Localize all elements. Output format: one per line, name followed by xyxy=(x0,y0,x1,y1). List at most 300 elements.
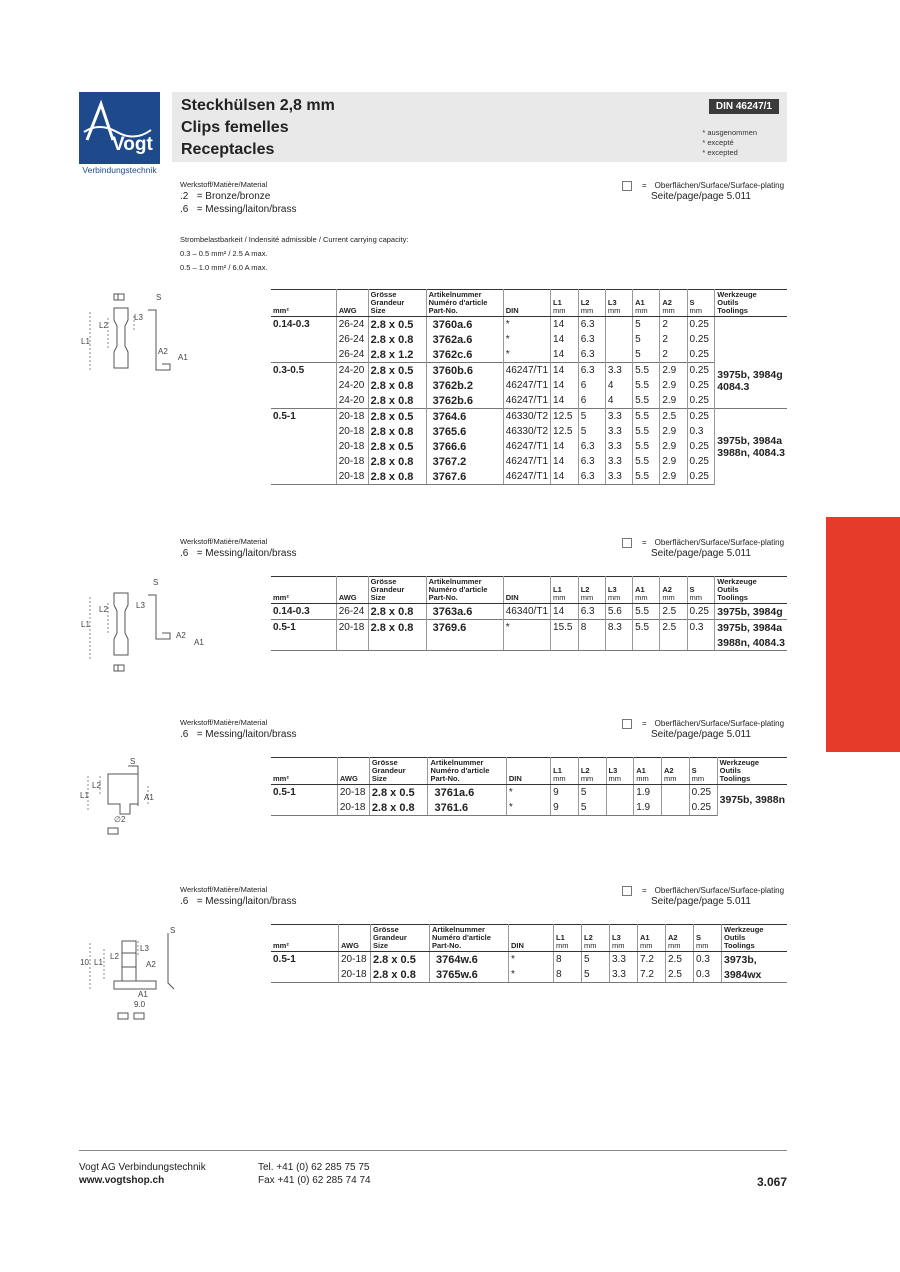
table-row xyxy=(271,317,787,333)
material-code: .6 xyxy=(180,548,189,559)
website-link[interactable]: www.vogtshop.ch xyxy=(79,1175,165,1186)
table-cell: 4 xyxy=(605,393,632,409)
table-cell xyxy=(578,635,605,651)
table-cell: 0.14-0.3 xyxy=(271,604,336,620)
spec-table-2 xyxy=(271,576,787,651)
table-cell: 3760b.6 xyxy=(426,363,503,379)
table-cell: 12.5 xyxy=(551,409,579,425)
dim-a1: A1 xyxy=(194,638,204,647)
table-cell: 14 xyxy=(551,454,579,469)
table-cell: 5.5 xyxy=(633,454,660,469)
table-cell: 5.5 xyxy=(633,620,660,636)
col-a1: A1 mm xyxy=(633,577,660,604)
table-cell: 5 xyxy=(633,317,660,333)
table-cell: 2.9 xyxy=(660,454,687,469)
table-cell: 0.5-1 xyxy=(271,952,339,968)
footer-divider xyxy=(79,1150,787,1151)
plating-text: Oberflächen/Surface/Surface-plating xyxy=(654,719,785,728)
table-cell: 2.9 xyxy=(660,424,687,439)
table-cell: 2.9 xyxy=(660,439,687,454)
table-cell: 46247/T1 xyxy=(503,363,550,379)
table-cell: 2.8 x 0.5 xyxy=(368,317,426,333)
table-cell: 3766.6 xyxy=(426,439,503,454)
table-cell: 14 xyxy=(551,439,579,454)
table-row xyxy=(271,409,787,425)
table-cell: 14 xyxy=(551,378,579,393)
table-row xyxy=(271,785,787,801)
table-cell: 2.8 x 0.8 xyxy=(368,620,426,636)
plating-page-ref: Seite/page/page 5.011 xyxy=(651,191,751,202)
col-a1: A1 mm xyxy=(634,758,662,785)
capacity-line: 0.3 – 0.5 mm² / 2.5 A max. xyxy=(180,249,268,258)
col-din: DIN xyxy=(509,925,554,952)
table-cell: 0.25 xyxy=(687,347,715,363)
table-cell: 2.8 x 1.2 xyxy=(368,347,426,363)
table-cell: * xyxy=(509,952,554,968)
col-toolings: Werkzeuge Outils Toolings xyxy=(717,758,787,785)
table-cell: 20-18 xyxy=(337,785,369,801)
table-row xyxy=(271,635,787,651)
table-cell: 0.25 xyxy=(687,363,715,379)
table-cell: 0.25 xyxy=(687,604,715,620)
dim-nine: 9.0 xyxy=(134,1000,146,1009)
table-cell: 2.5 xyxy=(666,952,694,968)
table-cell xyxy=(605,317,632,333)
table-cell: 2.8 x 0.5 xyxy=(371,952,430,968)
table-cell: 8 xyxy=(554,967,582,983)
table-cell: 20-18 xyxy=(336,439,368,454)
table-cell: 6.3 xyxy=(578,317,605,333)
table-cell: 1.9 xyxy=(634,800,662,816)
table-cell: 4 xyxy=(605,378,632,393)
col-toolings: Werkzeuge Outils Toolings xyxy=(722,925,788,952)
material-name: = Messing/laiton/brass xyxy=(196,548,297,559)
table-cell: 3769.6 xyxy=(426,620,503,636)
table-cell xyxy=(605,635,632,651)
table-cell: 46247/T1 xyxy=(503,378,550,393)
col-a1: A1 mm xyxy=(638,925,666,952)
col-din: DIN xyxy=(503,290,550,317)
table-cell: 2.9 xyxy=(660,393,687,409)
table-cell: 14 xyxy=(551,469,579,485)
table-cell: 5.5 xyxy=(633,393,660,409)
table-cell: 0.25 xyxy=(687,317,715,333)
col-mm2: mm² xyxy=(271,758,337,785)
table-cell: 20-18 xyxy=(336,409,368,425)
tooling-cell: 3975b, 3988n xyxy=(717,785,787,816)
table-row xyxy=(271,363,787,379)
col-mm2: mm² xyxy=(271,577,336,604)
table-cell: 26-24 xyxy=(336,347,368,363)
table-cell: 3762a.6 xyxy=(426,332,503,347)
table-cell: * xyxy=(503,332,550,347)
col-din: DIN xyxy=(506,758,550,785)
table-cell: 0.25 xyxy=(687,409,715,425)
table-cell: 3760a.6 xyxy=(426,317,503,333)
company-logo xyxy=(79,92,160,164)
col-mm2: mm² xyxy=(271,925,339,952)
material-label: Werkstoff/Matière/Material xyxy=(180,718,268,727)
plating-text: Oberflächen/Surface/Surface-plating xyxy=(654,886,785,895)
footer-contact xyxy=(258,1161,371,1187)
table-cell: 0.3 xyxy=(687,424,715,439)
material-name: = Messing/laiton/brass xyxy=(196,204,297,215)
table-cell xyxy=(605,347,632,363)
dim-s: S xyxy=(156,293,162,302)
material-code: .6 xyxy=(180,204,189,215)
table-cell: 2.8 x 0.8 xyxy=(368,604,426,620)
table-cell: * xyxy=(506,800,550,816)
plating-text: Oberflächen/Surface/Surface-plating xyxy=(654,538,785,547)
col-l1: L1 mm xyxy=(551,758,579,785)
table-cell: 0.25 xyxy=(687,332,715,347)
material-code: .6 xyxy=(180,896,189,907)
plating-note-3 xyxy=(622,718,784,740)
table-cell: 46247/T1 xyxy=(503,393,550,409)
table-cell: 3.3 xyxy=(610,967,638,983)
table-cell: 20-18 xyxy=(336,454,368,469)
table-cell: 5 xyxy=(578,800,606,816)
col-s: S mm xyxy=(689,758,717,785)
col-l2: L2 mm xyxy=(578,290,605,317)
table-cell xyxy=(660,635,687,651)
title-french: Clips femelles xyxy=(181,119,289,136)
table-cell: 3765.6 xyxy=(426,424,503,439)
table-cell: 3762b.6 xyxy=(426,393,503,409)
table-cell: 0.14-0.3 xyxy=(271,317,336,333)
table-cell: 2.5 xyxy=(660,620,687,636)
dim-a1: A1 xyxy=(178,353,188,362)
material-block-1 xyxy=(180,180,296,216)
dim-a1: A1 xyxy=(144,793,154,802)
table-cell: 0.3-0.5 xyxy=(271,363,336,379)
table-cell: 2.5 xyxy=(666,967,694,983)
table-cell: 3.3 xyxy=(605,363,632,379)
dim-l1: L1 xyxy=(94,958,103,967)
table-cell: 14 xyxy=(551,332,579,347)
col-l3: L3 mm xyxy=(606,758,634,785)
table-cell: 3767.2 xyxy=(426,454,503,469)
table-cell: 14 xyxy=(551,604,579,620)
col-mm2: mm² xyxy=(271,290,336,317)
table-cell: 24-20 xyxy=(336,378,368,393)
dim-diameter: ∅2 xyxy=(114,815,126,824)
table-cell: 6.3 xyxy=(578,469,605,485)
table-cell: 0.25 xyxy=(687,454,715,469)
table-cell: 0.5-1 xyxy=(271,409,336,425)
logo-text: Vogt xyxy=(112,134,153,155)
dim-l3: L3 xyxy=(136,601,145,610)
table-cell: 24-20 xyxy=(336,363,368,379)
table-cell: 5.5 xyxy=(633,469,660,485)
col-awg: AWG xyxy=(336,577,368,604)
dim-a2: A2 xyxy=(158,347,168,356)
dim-l3: L3 xyxy=(140,944,149,953)
table-cell: 6.3 xyxy=(578,347,605,363)
table-row xyxy=(271,454,787,469)
table-cell: 2.9 xyxy=(660,363,687,379)
plating-page-ref: Seite/page/page 5.011 xyxy=(651,896,751,907)
table-cell: 2 xyxy=(660,332,687,347)
table-cell: 2.8 x 0.5 xyxy=(368,409,426,425)
table-row xyxy=(271,393,787,409)
col-a2: A2 mm xyxy=(660,577,687,604)
table-cell: 2 xyxy=(660,317,687,333)
table-cell: 3.3 xyxy=(605,454,632,469)
receptacle-drawing-4 xyxy=(78,923,188,1023)
table-cell: 20-18 xyxy=(336,620,368,636)
table-cell: 3.3 xyxy=(610,952,638,968)
table-cell: 3.3 xyxy=(605,424,632,439)
table-cell: 20-18 xyxy=(339,952,371,968)
tooling-cell: 3984wx xyxy=(722,967,788,983)
table-cell: 5.5 xyxy=(633,424,660,439)
section-side-tab xyxy=(826,517,900,752)
table-cell: 5 xyxy=(578,424,605,439)
capacity-line: 0.5 – 1.0 mm² / 6.0 A max. xyxy=(180,263,268,272)
table-cell: 2.5 xyxy=(660,604,687,620)
plating-note-1 xyxy=(622,180,784,202)
table-cell: 6.3 xyxy=(578,439,605,454)
table-row xyxy=(271,604,787,620)
material-name: = Messing/laiton/brass xyxy=(196,729,297,740)
table-cell: 20-18 xyxy=(336,424,368,439)
material-block-2 xyxy=(180,537,296,560)
table-row xyxy=(271,439,787,454)
spec-table-4 xyxy=(271,924,787,983)
col-din: DIN xyxy=(503,577,550,604)
col-s: S mm xyxy=(694,925,722,952)
table-cell: * xyxy=(503,317,550,333)
dim-l1: L1 xyxy=(80,791,89,800)
table-cell: 2.9 xyxy=(660,378,687,393)
table-cell: 0.3 xyxy=(687,620,715,636)
table-cell: * xyxy=(509,967,554,983)
table-cell: 3767.6 xyxy=(426,469,503,485)
table-cell: 5.6 xyxy=(605,604,632,620)
table-cell xyxy=(633,635,660,651)
tooling-cell: 3975b, 3984a xyxy=(715,620,787,636)
table-cell: 3764w.6 xyxy=(430,952,509,968)
table-cell: 24-20 xyxy=(336,393,368,409)
table-cell: 0.5-1 xyxy=(271,785,337,801)
table-cell: 3.3 xyxy=(605,409,632,425)
col-size: Grösse Grandeur Size xyxy=(369,758,428,785)
current-capacity xyxy=(180,233,408,275)
title-english: Receptacles xyxy=(181,141,275,158)
table-cell: 3.3 xyxy=(605,469,632,485)
dim-l1: L1 xyxy=(81,620,90,629)
table-cell: 2.8 x 0.5 xyxy=(368,439,426,454)
table-cell: 6.3 xyxy=(578,363,605,379)
page-number: 3.067 xyxy=(756,1175,787,1189)
receptacle-drawing-2 xyxy=(78,575,204,675)
dim-a1: A1 xyxy=(138,990,148,999)
col-a2: A2 mm xyxy=(661,758,689,785)
plating-note-4 xyxy=(622,885,784,907)
plating-eq: = xyxy=(642,719,647,728)
table-cell xyxy=(605,332,632,347)
material-name: = Bronze/bronze xyxy=(196,191,271,202)
table-cell xyxy=(687,635,715,651)
plating-symbol-icon xyxy=(622,719,632,729)
table-cell: 14 xyxy=(551,363,579,379)
table-cell xyxy=(271,454,336,469)
table-cell xyxy=(271,635,336,651)
table-cell: 14 xyxy=(551,317,579,333)
table-cell: 8.3 xyxy=(605,620,632,636)
table-cell: * xyxy=(503,347,550,363)
table-cell: 5.5 xyxy=(633,363,660,379)
table-cell: 2.8 x 0.8 xyxy=(368,469,426,485)
table-cell xyxy=(271,967,339,983)
table-cell: * xyxy=(503,620,550,636)
table-cell: 26-24 xyxy=(336,332,368,347)
col-l1: L1 mm xyxy=(554,925,582,952)
table-cell: 5.5 xyxy=(633,409,660,425)
col-l2: L2 mm xyxy=(578,577,605,604)
col-part-no: Artikelnummer Numéro d'article Part-No. xyxy=(428,758,506,785)
plating-text: Oberflächen/Surface/Surface-plating xyxy=(654,181,785,190)
dim-a2: A2 xyxy=(146,960,156,969)
col-awg: AWG xyxy=(336,290,368,317)
col-part-no: Artikelnummer Numéro d'article Part-No. xyxy=(426,577,503,604)
table-cell: 5 xyxy=(582,952,610,968)
table-cell: 2.8 x 0.8 xyxy=(368,378,426,393)
table-cell: 8 xyxy=(554,952,582,968)
table-cell: 3761.6 xyxy=(428,800,506,816)
table-cell: 2.8 x 0.8 xyxy=(369,800,428,816)
col-size: Grösse Grandeur Size xyxy=(371,925,430,952)
table-cell: 26-24 xyxy=(336,317,368,333)
plating-page-ref: Seite/page/page 5.011 xyxy=(651,548,751,559)
dim-l1: L1 xyxy=(81,337,90,346)
table-cell xyxy=(271,378,336,393)
plating-symbol-icon xyxy=(622,538,632,548)
footer-company xyxy=(79,1161,206,1187)
col-a2: A2 mm xyxy=(660,290,687,317)
table-cell: 2.8 x 0.8 xyxy=(368,393,426,409)
col-s: S mm xyxy=(687,577,715,604)
tooling-cell: 3975b, 3984a 3988n, 4084.3 xyxy=(715,409,787,485)
table-row xyxy=(271,952,787,968)
title-band xyxy=(172,92,787,162)
table-cell: 26-24 xyxy=(336,604,368,620)
table-cell: 5.5 xyxy=(633,604,660,620)
tooling-cell: 3988n, 4084.3 xyxy=(715,635,787,651)
col-awg: AWG xyxy=(339,925,371,952)
table-cell xyxy=(336,635,368,651)
table-cell xyxy=(606,785,634,801)
table-cell: 12.5 xyxy=(551,424,579,439)
material-label: Werkstoff/Matière/Material xyxy=(180,180,268,189)
table-cell: 2.8 x 0.5 xyxy=(369,785,428,801)
table-cell: 2.9 xyxy=(660,469,687,485)
table-cell xyxy=(606,800,634,816)
table-row xyxy=(271,967,787,983)
table-cell: 0.5-1 xyxy=(271,620,336,636)
tooling-cell: 3973b, xyxy=(722,952,788,968)
material-code: .2 xyxy=(180,191,189,202)
col-l3: L3 mm xyxy=(605,290,632,317)
table-cell: 7.2 xyxy=(638,952,666,968)
col-awg: AWG xyxy=(337,758,369,785)
table-cell: 6 xyxy=(578,378,605,393)
table-cell: 2.5 xyxy=(660,409,687,425)
table-cell xyxy=(271,439,336,454)
company-name: Vogt AG Verbindungstechnik xyxy=(79,1162,206,1173)
capacity-label: Strombelastbarkeit / Indensité admissible / Current carrying capacity: xyxy=(180,235,409,244)
except-fr: * excepté xyxy=(702,138,734,147)
plating-eq: = xyxy=(642,538,647,547)
table-cell xyxy=(503,635,550,651)
table-cell: 3.3 xyxy=(605,439,632,454)
table-cell: 0.3 xyxy=(694,952,722,968)
dim-l2: L2 xyxy=(110,952,119,961)
table-cell: 2.8 x 0.8 xyxy=(368,424,426,439)
table-cell: 2 xyxy=(660,347,687,363)
table-cell: 46247/T1 xyxy=(503,439,550,454)
table-cell: 20-18 xyxy=(337,800,369,816)
table-row xyxy=(271,469,787,485)
table-cell: 9 xyxy=(551,785,579,801)
table-row xyxy=(271,620,787,636)
dim-s: S xyxy=(153,578,159,587)
title-german: Steckhülsen 2,8 mm xyxy=(181,97,335,114)
logo-subtitle: Verbindungstechnik xyxy=(82,165,157,175)
tooling-cell: 3975b, 3984g 4084.3 xyxy=(715,317,787,409)
table-cell xyxy=(271,469,336,485)
dim-ten: 10 xyxy=(80,958,89,967)
plating-eq: = xyxy=(642,181,647,190)
dim-a2: A2 xyxy=(176,631,186,640)
table-cell: 46330/T2 xyxy=(503,409,550,425)
table-cell: 0.25 xyxy=(687,393,715,409)
col-l3: L3 mm xyxy=(605,577,632,604)
table-cell xyxy=(368,635,426,651)
col-s: S mm xyxy=(687,290,715,317)
col-size: Grösse Grandeur Size xyxy=(368,577,426,604)
plating-note-2 xyxy=(622,537,784,559)
table-cell: 14 xyxy=(551,393,579,409)
table-row xyxy=(271,424,787,439)
table-cell: 3761a.6 xyxy=(428,785,506,801)
table-row xyxy=(271,347,787,363)
material-label: Werkstoff/Matière/Material xyxy=(180,537,268,546)
col-l1: L1 mm xyxy=(551,290,579,317)
vogt-logo-mark xyxy=(79,92,160,164)
col-part-no: Artikelnummer Numéro d'article Part-No. xyxy=(426,290,503,317)
table-row xyxy=(271,378,787,393)
table-cell: 3763a.6 xyxy=(426,604,503,620)
dim-l2: L2 xyxy=(99,321,108,330)
table-cell: 15.5 xyxy=(551,620,579,636)
except-en: * excepted xyxy=(702,148,738,157)
phone-number: Tel. +41 (0) 62 285 75 75 xyxy=(258,1162,370,1173)
table-cell: 8 xyxy=(578,620,605,636)
table-cell: 20-18 xyxy=(336,469,368,485)
tooling-cell: 3975b, 3984g xyxy=(715,604,787,620)
table-cell: 46330/T2 xyxy=(503,424,550,439)
col-toolings: Werkzeuge Outils Toolings xyxy=(715,290,787,317)
col-part-no: Artikelnummer Numéro d'article Part-No. xyxy=(430,925,509,952)
table-cell: 5 xyxy=(633,332,660,347)
table-row xyxy=(271,332,787,347)
table-cell: 3764.6 xyxy=(426,409,503,425)
col-toolings: Werkzeuge Outils Toolings xyxy=(715,577,787,604)
table-cell: 20-18 xyxy=(339,967,371,983)
table-cell: 5 xyxy=(578,785,606,801)
